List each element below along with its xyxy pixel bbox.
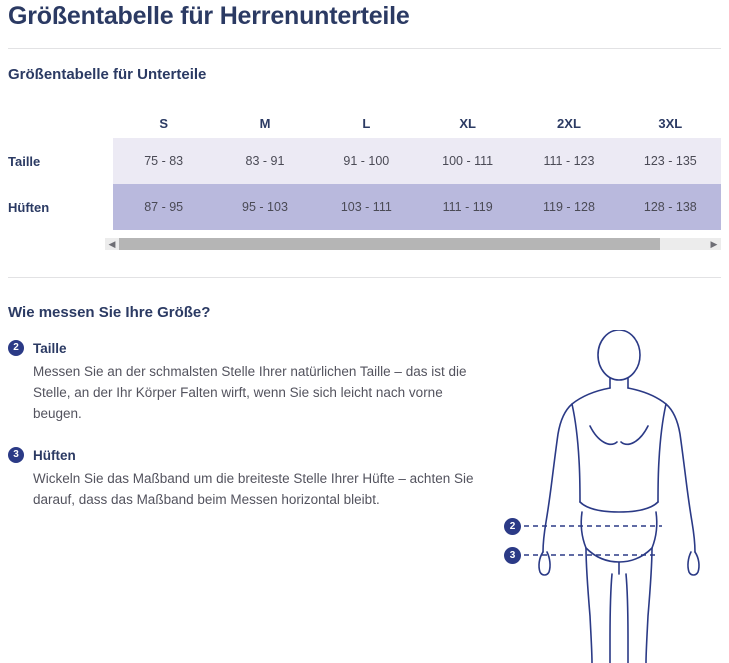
column-header-xl: XL [459, 115, 476, 131]
cell-hips-3xl: 128 - 138 [620, 184, 721, 230]
size-table-container [8, 108, 721, 230]
table-row [8, 138, 721, 184]
table-horizontal-scrollbar[interactable] [105, 238, 721, 250]
figure-badge-waist: 2 [504, 518, 521, 535]
cell-waist-2xl: 111 - 123 [518, 138, 619, 184]
body-figure [486, 330, 724, 663]
scrollbar-thumb[interactable] [119, 238, 660, 250]
instruction-waist-text: Messen Sie an der schmalsten Stelle Ihrer natürlichen Taille – das ist die Stelle, an der Ihr Körper Falten wirft, wenn Sie sich leicht nach vorne beugen. [33, 364, 467, 421]
instruction-waist-title: Taille [33, 340, 67, 356]
instruction-waist [8, 340, 488, 424]
badge-2: 2 [8, 340, 24, 356]
size-table [8, 108, 721, 230]
table-header-row [8, 108, 721, 138]
divider-top [8, 48, 721, 49]
badge-3: 3 [8, 447, 24, 463]
instruction-hips [8, 447, 488, 510]
measure-heading: Wie messen Sie Ihre Größe? [8, 304, 211, 321]
scroll-right-arrow-icon[interactable]: ▶ [710, 239, 718, 249]
cell-hips-xl: 111 - 119 [417, 184, 518, 230]
cell-hips-l: 103 - 111 [316, 184, 417, 230]
divider-middle [8, 277, 721, 278]
cell-hips-2xl: 119 - 128 [518, 184, 619, 230]
instruction-hips-header [8, 447, 488, 463]
cell-hips-s: 87 - 95 [113, 184, 214, 230]
instruction-hips-title: Hüften [33, 447, 76, 463]
cell-waist-l: 91 - 100 [316, 138, 417, 184]
table-corner-cell [8, 108, 113, 138]
row-label-waist: Taille [8, 138, 113, 184]
scrollbar-track[interactable] [119, 238, 707, 250]
instruction-waist-header [8, 340, 488, 356]
column-header-s: S [159, 115, 168, 131]
scroll-left-arrow-icon[interactable]: ◀ [108, 239, 116, 249]
row-label-hips: Hüften [8, 184, 113, 230]
cell-waist-s: 75 - 83 [113, 138, 214, 184]
size-table-heading: Größentabelle für Unterteile [8, 66, 207, 83]
instruction-hips-text: Wickeln Sie das Maßband um die breiteste Stelle Ihrer Hüfte – achten Sie darauf, dass das Maßband beim Messen horizontal bleibt. [33, 471, 474, 507]
cell-waist-xl: 100 - 111 [417, 138, 518, 184]
column-header-m: M [259, 115, 271, 131]
column-header-l: L [362, 115, 371, 131]
page-title: Größentabelle für Herrenunterteile [8, 2, 410, 30]
cell-hips-m: 95 - 103 [214, 184, 315, 230]
cell-waist-m: 83 - 91 [214, 138, 315, 184]
figure-badge-hips: 3 [504, 547, 521, 564]
column-header-3xl: 3XL [658, 115, 683, 131]
cell-waist-3xl: 123 - 135 [620, 138, 721, 184]
male-body-diagram-icon [486, 330, 724, 663]
column-header-2xl: 2XL [557, 115, 581, 131]
table-row [8, 184, 721, 230]
